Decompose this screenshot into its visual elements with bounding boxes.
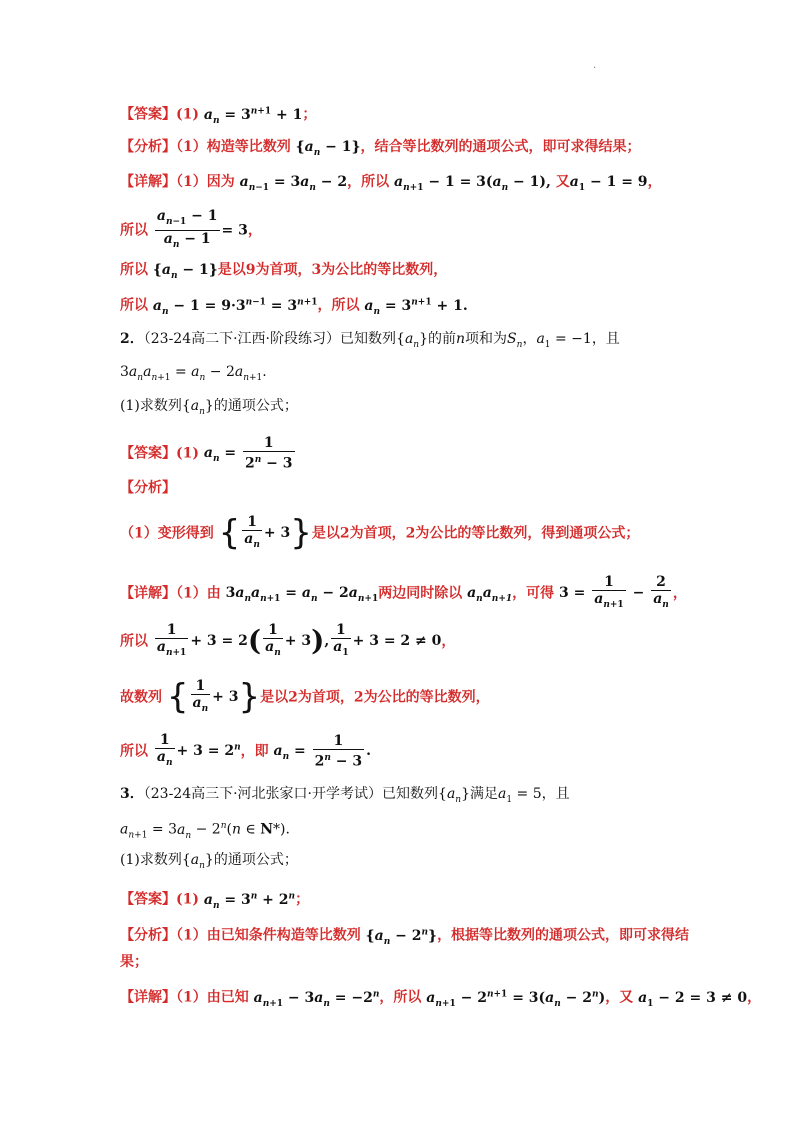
formula: $a_n = 3^{n+1} + 1$. <box>364 297 468 317</box>
answer-label: 【答案】 <box>120 891 176 908</box>
answer-prefix: (1) <box>176 891 199 908</box>
q3-subquestion: (1)求数列$\{a_n\}$的通项公式； <box>120 852 298 871</box>
detail-text: （1）由已知 <box>176 989 249 1006</box>
detail-text: ，又 <box>605 989 634 1006</box>
analysis-text: ，结合等比数列的通项公式，即可求得结果； <box>360 139 641 155</box>
q2-condition-line: $3a_na_{n+1} = a_n - 2a_{n+1}$. <box>120 364 267 383</box>
q3-detail-line: 【详解】（1）由已知 $a_{n+1} - 3a_n = -2^n$，所以 $a_{n+1} - 2^{n+1} = 3(a_n - 2^n)$，又 $a_1 - 2 = 3 \ne 0$， <box>120 989 762 1009</box>
formula: $a_n$ = $\frac{1}{2^n - 3}$ . <box>273 733 372 770</box>
analysis-text: （1）构造等比数列 <box>176 139 291 155</box>
text: 所以 <box>120 743 148 760</box>
formula: $a_1 - 1 = 9$ <box>569 174 648 193</box>
formula: $a_1 - 2 = 3 \ne 0$ <box>638 989 748 1009</box>
question-source: （23-24高二下·江西·阶段练习） <box>143 331 341 347</box>
formula: $a_n - 1 = 9\cdot 3^{n-1} = 3^{n+1}$ <box>152 297 318 317</box>
q2-detail-line: 【详解】（1）由 $3a_na_{n+1} = a_n - 2a_{n+1}$两边同时除以 $a_na_{n+1}$，可得 3 = $\frac{1}{a_{n+1}}$ − $\frac{2}{a_n}$ ， <box>120 574 687 610</box>
text: 的前 <box>428 331 457 347</box>
detail-label: 【详解】 <box>120 585 176 602</box>
q3-question-line: 3．（23-24高三下·河北张家口·开学考试）已知数列$\{a_n\}$满足$a_1 = 5$，且 <box>120 786 570 805</box>
formula: $\frac{1}{a_{n+1}}$ + 3 = 2( $\frac{1}{a_n}$ + 3), $\frac{1}{a_1}$ + 3 = 2 ≠ 0 <box>156 622 442 658</box>
text: 的通项公式； <box>213 852 298 868</box>
text: 所以 <box>120 222 148 239</box>
question-source: （23-24高三下·河北张家口·开学考试） <box>143 786 383 802</box>
formula: { $\frac{1}{a_n}$ + 3} <box>166 677 261 718</box>
text: 所以 <box>120 297 148 314</box>
question-number: 2． <box>120 331 144 347</box>
analysis-text: 是以2为首项，2为公比的等比数列，得到通项公式； <box>311 525 640 542</box>
text: 所以 <box>120 633 148 650</box>
text: ，且 <box>591 331 620 347</box>
detail-text: 又 <box>555 174 570 190</box>
q3-analysis-line <box>120 922 689 951</box>
text: 已知数列 <box>340 331 397 347</box>
q2-subquestion: (1)求数列$\{a_n\}$的通项公式； <box>120 398 298 417</box>
formula: 3 = $\frac{1}{a_{n+1}}$ − $\frac{2}{a_n}$ <box>559 574 669 610</box>
formula: $\{a_n - 2^n\}$ <box>365 927 438 947</box>
q2-question-line: 2．（23-24高二下·江西·阶段练习）已知数列$\{a_n\}$的前n项和为$S_n$，$a_1 = -1$，且 <box>120 331 620 350</box>
q2-answer-line <box>120 435 297 472</box>
q2-conclusion-line <box>120 678 490 717</box>
answer-prefix: (1) <box>176 106 199 123</box>
text: ，所以 <box>317 297 360 314</box>
q1-analysis-line <box>120 137 641 163</box>
formula: $a_na_{n+1}$ <box>467 585 513 605</box>
formula: $a_{n+1} - 3a_n = -2^n$ <box>253 989 380 1009</box>
q1-answer-line: 【答案】(1) $a_n = 3^{n+1} + 1$； <box>120 106 317 126</box>
q2-result-line <box>120 732 371 771</box>
detail-text: 两边同时除以 <box>378 585 463 602</box>
answer-label: 【答案】 <box>120 445 176 462</box>
q1-geometric-line <box>120 260 447 286</box>
answer-label: 【答案】 <box>120 106 176 123</box>
text: 是以9为首项，3为公比的等比数列， <box>217 262 448 278</box>
analysis-text: 果； <box>120 954 148 970</box>
analysis-label: 【分析】 <box>120 480 176 496</box>
analysis-label: 【分析】 <box>120 139 176 155</box>
text: ，且 <box>541 786 570 802</box>
formula: $3a_na_{n+1} = a_n - 2a_{n+1}$ <box>225 585 379 605</box>
q1-ratio-line: 所以 $\frac{a_{n-1} - 1}{a_n - 1}$ = 3， <box>120 208 262 253</box>
text: 满足 <box>470 786 499 802</box>
analysis-text: （1）变形得到 <box>120 525 214 542</box>
text: (1)求数列 <box>120 852 182 868</box>
detail-text: ，所以 <box>379 989 422 1006</box>
formula: $\frac{1}{a_n}$ + $3 = 2^n$ <box>156 732 241 768</box>
detail-text: （1）因为 <box>176 174 235 190</box>
text: 已知数列 <box>382 786 439 802</box>
answer-prefix: (1) <box>176 445 199 462</box>
q3-answer-line: 【答案】(1) $a_n = 3^n + 2^n$； <box>120 891 310 911</box>
question-number: 3． <box>120 786 144 802</box>
formula: $a_{n+1} - 1 = 3(a_n - 1)$, <box>394 174 551 193</box>
text: 的通项公式； <box>213 398 298 414</box>
text: 故数列 <box>120 689 162 706</box>
detail-text: （1）由 <box>176 585 221 602</box>
q2-transform-line: 所以 $\frac{1}{a_{n+1}}$ + 3 = 2( $\frac{1}{a_n}$ + 3), $\frac{1}{a_1}$ + 3 = 2 ≠ 0， <box>120 622 456 658</box>
formula: $a_n = 3^{n+1} + 1$ <box>203 106 303 126</box>
text: 所以 <box>120 262 148 278</box>
analysis-label: 【分析】 <box>120 927 176 944</box>
text: ，即 <box>240 743 269 760</box>
formula: $a_{n+1} - 2^{n+1} = 3(a_n - 2^n)$ <box>426 989 606 1009</box>
detail-text: ，可得 <box>512 585 555 602</box>
analysis-text: （1）由已知条件构造等比数列 <box>176 927 361 944</box>
q1-result-line <box>120 292 468 321</box>
fraction: $\frac{a_{n-1} - 1}{a_n - 1}$ <box>156 208 218 250</box>
analysis-text: ，根据等比数列的通项公式，即可求得结 <box>437 927 690 944</box>
formula: $\{a_n - 1\}$ <box>152 262 218 281</box>
formula: $a_n = 3^n + 2^n$ <box>203 891 296 911</box>
q1-detail-line: 【详解】（1）因为 $a_{n-1} = 3a_n - 2$，所以 $a_{n+1} - 1 = 3(a_n - 1)$, 又$a_1 - 1 = 9$， <box>120 174 662 193</box>
page-mark: . <box>593 60 597 71</box>
text: (1)求数列 <box>120 398 182 414</box>
formula: $a_{n-1} = 3a_n - 2$ <box>239 174 348 193</box>
text: 项和为 <box>465 331 508 347</box>
q2-analysis-label <box>120 478 176 498</box>
formula: $a_n$ = $\frac{1}{2^n - 3}$ <box>203 435 293 472</box>
detail-label: 【详解】 <box>120 989 176 1006</box>
formula: $\{a_n - 1\}$ <box>295 139 361 158</box>
formula: { $\frac{1}{a_n}$ + 3} <box>218 513 312 554</box>
text: 是以2为首项，2为公比的等比数列， <box>260 689 490 706</box>
detail-text: ，所以 <box>347 174 390 190</box>
q3-condition-line: $a_{n+1} = 3a_n - 2^n(n$ ∈ N*). <box>120 821 290 841</box>
q3-analysis-line-2 <box>120 952 148 972</box>
detail-label: 【详解】 <box>120 174 176 190</box>
q2-analysis-line <box>120 514 639 553</box>
